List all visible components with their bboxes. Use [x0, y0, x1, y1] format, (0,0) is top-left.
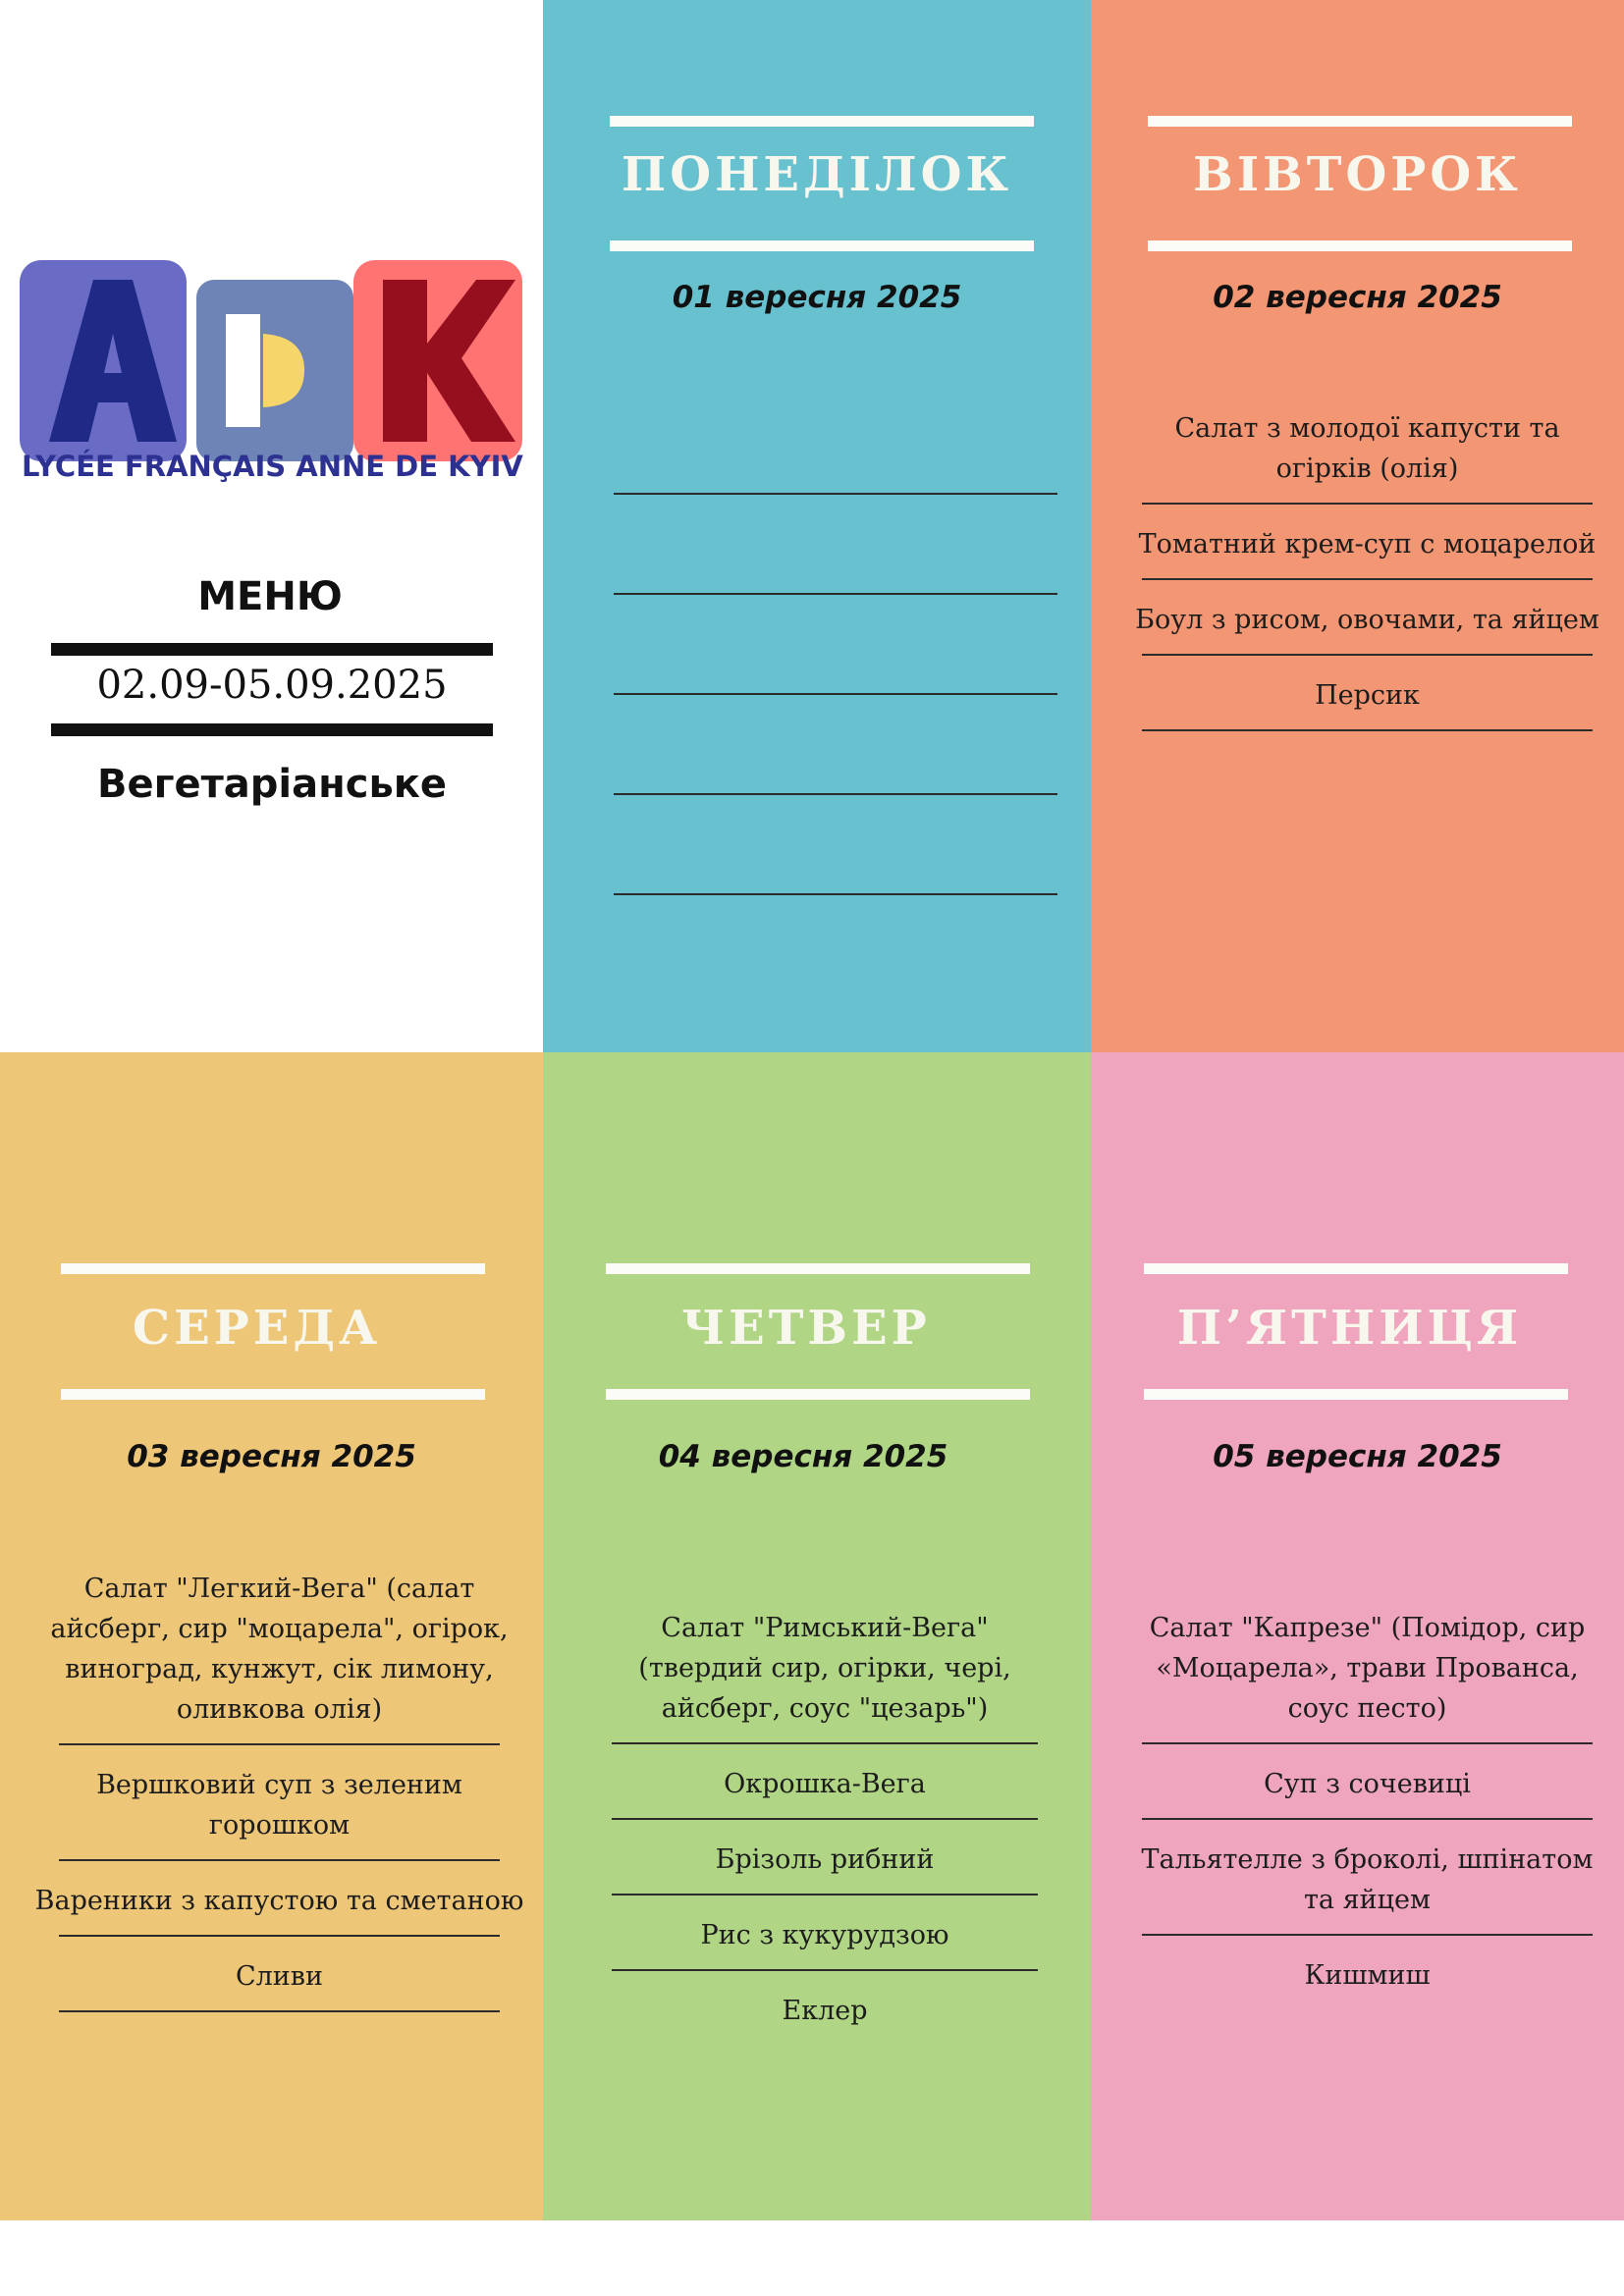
day-panel-thursday: [543, 1052, 1091, 2220]
dish-separator: [1142, 1934, 1593, 1936]
empty-dish-line: [614, 693, 1057, 695]
empty-dish-line: [614, 793, 1057, 795]
dish-item: Сливи: [235, 1961, 323, 1992]
dish-separator: [612, 1818, 1038, 1820]
dish-separator: [1142, 1742, 1593, 1744]
dish-item: Окрошка-Вега: [724, 1769, 926, 1799]
dish-item: Персик: [1315, 680, 1420, 711]
dish-separator: [59, 1743, 500, 1745]
dish-separator: [59, 2010, 500, 2012]
day-title-friday: П’ЯТНИЦЯ: [1176, 1301, 1523, 1356]
date-friday: 05 вересня 2025: [1213, 1439, 1502, 1474]
title-bottom-rule: [606, 1389, 1030, 1400]
day-title-thursday: ЧЕТВЕР: [681, 1301, 931, 1356]
dish-item: Вареники з капустою та сметаною: [34, 1886, 524, 1916]
dish-list-thursday: [600, 1608, 1050, 2031]
dish-item: Салат "Римський-Вега" (твердий сир, огірки, чері, айсберг, соус "цезарь"): [638, 1613, 1011, 1724]
title-top-rule: [606, 1263, 1030, 1274]
title-top-rule: [1148, 116, 1572, 127]
date-tuesday: 02 вересня 2025: [1213, 280, 1502, 315]
title-top-rule: [610, 116, 1034, 127]
day-title-wednesday: СЕРЕДА: [132, 1301, 382, 1356]
dish-item: Боул з рисом, овочами, та яйцем: [1135, 605, 1599, 635]
dish-separator: [612, 1894, 1038, 1896]
dish-separator: [1142, 729, 1593, 731]
dish-separator: [1142, 654, 1593, 656]
dish-separator: [612, 1969, 1038, 1971]
menu-period: 02.09-05.09.2025: [96, 663, 448, 708]
dish-separator: [59, 1935, 500, 1937]
dish-item: Еклер: [782, 1996, 868, 2026]
dish-separator: [612, 1742, 1038, 1744]
title-bottom-rule: [61, 1389, 485, 1400]
day-panel-tuesday: [1091, 0, 1624, 1052]
dish-item: Рис з кукурудзою: [700, 1920, 949, 1950]
dish-separator: [1142, 503, 1593, 505]
day-title-monday: ПОНЕДІЛОК: [621, 147, 1013, 202]
dish-item: Суп з сочевиці: [1264, 1769, 1471, 1799]
title-top-rule: [61, 1263, 485, 1274]
date-wednesday: 03 вересня 2025: [127, 1439, 416, 1474]
title-top-rule: [1144, 1263, 1568, 1274]
empty-dish-line: [614, 493, 1057, 495]
title-bottom-rule: [610, 240, 1034, 251]
dish-list-wednesday: [34, 1569, 524, 2032]
menu-kind: Вегетаріанське: [96, 762, 448, 807]
dish-item: Томатний крем-суп с моцарелой: [1138, 529, 1597, 560]
day-panel-friday: [1091, 1052, 1624, 2220]
dish-item: Брізоль рибний: [715, 1844, 935, 1875]
dish-separator: [1142, 578, 1593, 580]
date-thursday: 04 вересня 2025: [658, 1439, 948, 1474]
dish-list-tuesday: [1130, 408, 1604, 751]
dish-item: Тальятелле з броколі, шпінатом та яйцем: [1141, 1844, 1594, 1915]
title-bottom-rule: [1148, 240, 1572, 251]
dish-item: Салат "Легкий-Вега" (салат айсберг, сир "моцарела", огірок, виноград, кунжут, сік лимону, оливкова олія): [50, 1574, 509, 1725]
day-title-tuesday: ВІВТОРОК: [1193, 147, 1522, 202]
school-name: LYCÉE FRANÇAIS ANNE DE KYIV: [22, 450, 523, 483]
empty-dish-line: [614, 893, 1057, 895]
dish-separator: [1142, 1818, 1593, 1820]
period-bottom-rule: [51, 723, 493, 736]
dish-item: Вершковий суп з зеленим горошком: [96, 1770, 462, 1841]
dish-list-friday: [1130, 1608, 1604, 1996]
menu-title: МЕНЮ: [197, 574, 343, 619]
dish-item: Салат з молодої капусти та огірків (олія): [1174, 413, 1560, 484]
period-top-rule: [51, 643, 493, 656]
day-panel-wednesday: [0, 1052, 543, 2220]
day-panel-monday: [543, 0, 1091, 1052]
empty-dish-line: [614, 593, 1057, 595]
dish-item: Салат "Капрезе" (Помідор, сир «Моцарела», трави Прованса, соус песто): [1149, 1613, 1586, 1724]
date-monday: 01 вересня 2025: [672, 280, 962, 315]
dish-item: Кишмиш: [1304, 1960, 1431, 1991]
dish-separator: [59, 1859, 500, 1861]
title-bottom-rule: [1144, 1389, 1568, 1400]
